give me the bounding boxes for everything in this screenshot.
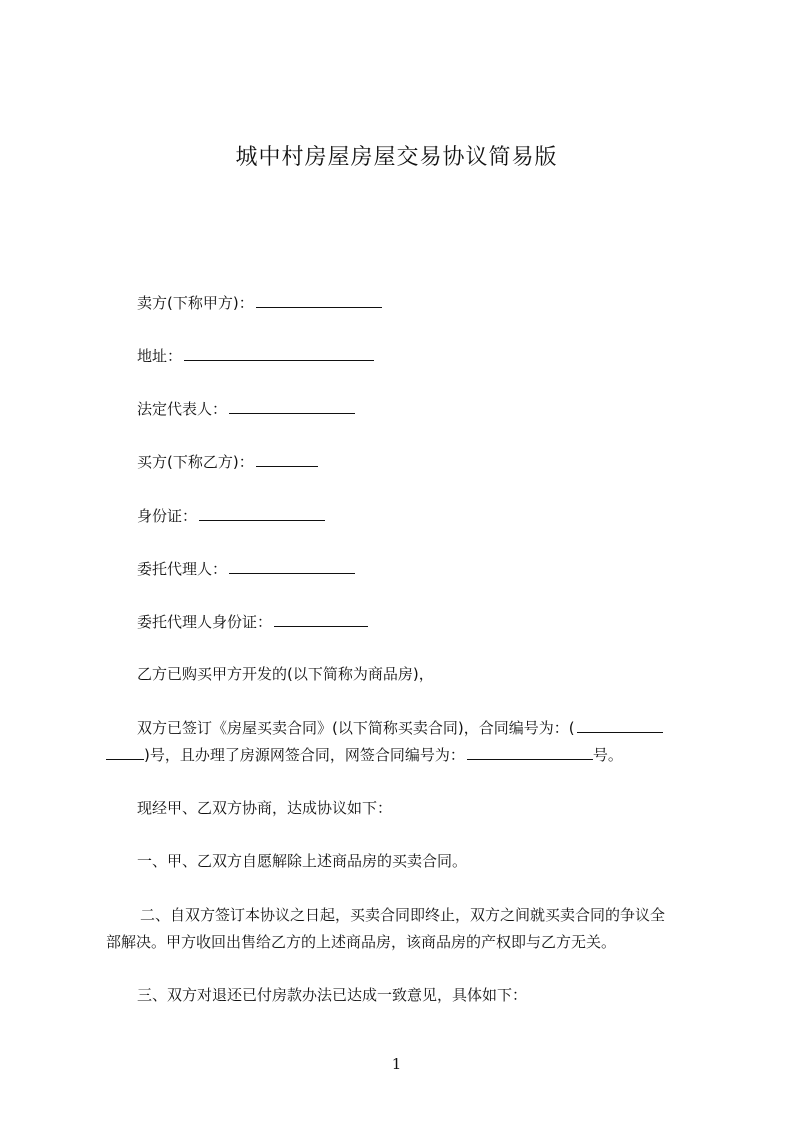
address-blank[interactable] — [184, 346, 374, 361]
paragraph-5-line-2: 部解决。甲方收回出售给乙方的上述商品房，该商品房的产权即与乙方无关。 — [106, 933, 617, 951]
paragraph-4: 一、甲、乙双方自愿解除上述商品房的买卖合同。 — [137, 852, 468, 870]
agent-id-label: 委托代理人身份证： — [137, 613, 273, 631]
address-label: 地址： — [137, 347, 183, 365]
online-contract-suffix: 号。 — [592, 746, 623, 764]
agent-blank[interactable] — [229, 559, 355, 574]
online-contract-label: )号，且办理了房源网签合同，网签合同编号为： — [144, 746, 465, 764]
paragraph-1: 乙方已购买甲方开发的(以下简称为商品房)， — [137, 665, 434, 683]
agent-field — [137, 559, 355, 579]
agent-id-blank[interactable] — [274, 612, 368, 627]
paragraph-5-line-1: 二、自双方签订本协议之日起，买卖合同即终止，双方之间就买卖合同的争议全 — [140, 906, 666, 924]
id-card-field — [137, 506, 325, 526]
document-title: 城中村房屋房屋交易协议简易版 — [235, 145, 558, 170]
online-contract-number-blank[interactable] — [467, 745, 593, 760]
id-card-label: 身份证： — [137, 507, 198, 525]
legal-rep-blank[interactable] — [229, 399, 355, 414]
buyer-label: 买方(下称乙方)： — [137, 453, 254, 471]
seller-blank[interactable] — [256, 293, 382, 308]
legal-rep-field — [137, 399, 355, 419]
paragraph-3: 现经甲、乙双方协商，达成协议如下： — [137, 799, 393, 817]
id-card-blank[interactable] — [199, 506, 325, 521]
page-number: 1 — [391, 1055, 402, 1073]
agent-id-field — [137, 612, 368, 632]
paragraph-2-line-2 — [106, 745, 623, 765]
contract-number-blank-b[interactable] — [106, 745, 144, 760]
buyer-field — [137, 452, 318, 472]
contract-number-label: 双方已签订《房屋买卖合同》(以下简称买卖合同)，合同编号为：( — [137, 719, 575, 737]
paragraph-2-line-1 — [137, 718, 663, 738]
address-field — [137, 346, 374, 366]
contract-number-blank-a[interactable] — [577, 718, 663, 733]
seller-field — [137, 293, 382, 313]
agent-label: 委托代理人： — [137, 560, 228, 578]
seller-label: 卖方(下称甲方)： — [137, 294, 254, 312]
buyer-blank[interactable] — [256, 452, 318, 467]
paragraph-6: 三、双方对退还已付房款办法已达成一致意见，具体如下： — [137, 986, 528, 1004]
legal-rep-label: 法定代表人： — [137, 400, 228, 418]
